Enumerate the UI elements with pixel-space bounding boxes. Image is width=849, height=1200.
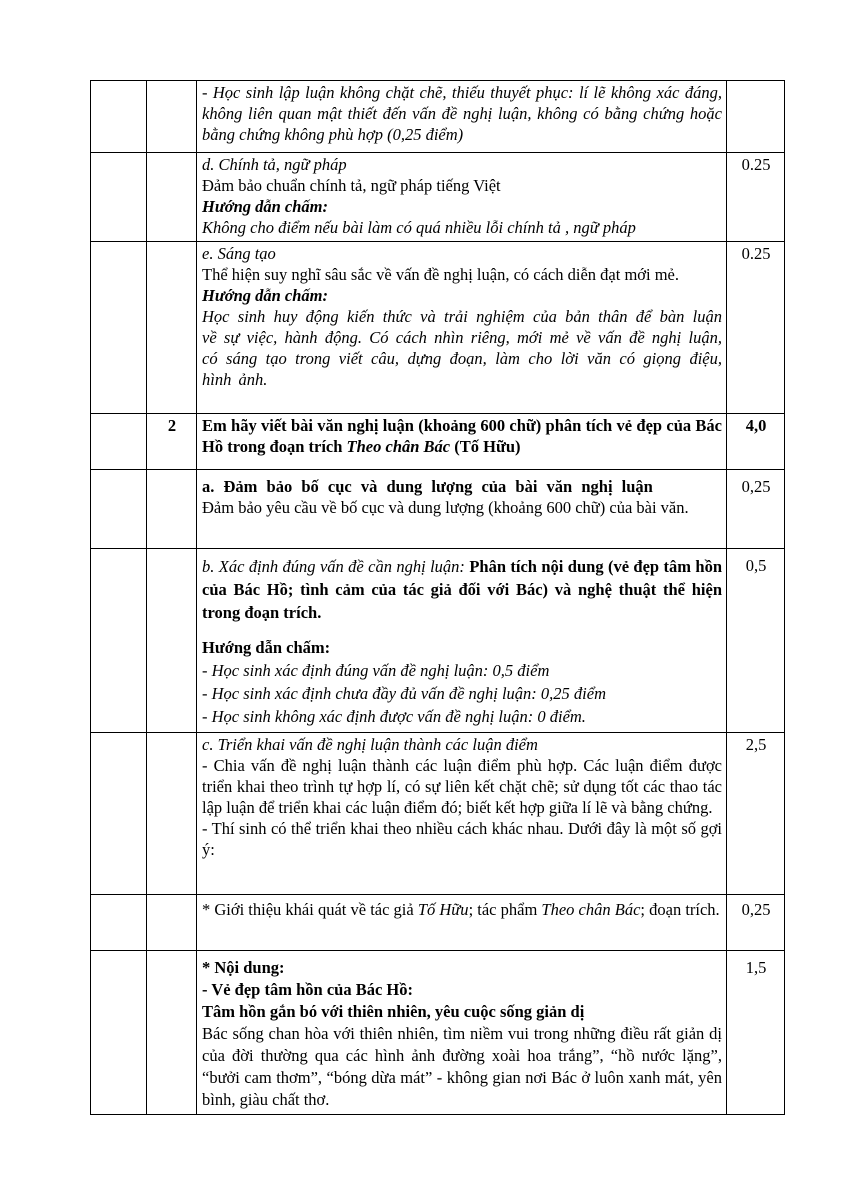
guide-line: - Học sinh xác định chưa đầy đủ vấn đề nghị luận: 0,25 điểm xyxy=(202,684,607,703)
section-cell xyxy=(91,81,147,153)
score-cell xyxy=(727,470,785,549)
guide-line: - Học sinh xác định đúng vấn đề nghị luận: 0,5 điểm xyxy=(202,661,550,680)
section-heading: - Vẻ đẹp tâm hồn của Bác Hồ: xyxy=(202,980,413,999)
criterion-cell xyxy=(197,242,727,414)
criterion-cell xyxy=(197,895,727,951)
question-number-cell xyxy=(147,153,197,242)
question-number-cell xyxy=(147,733,197,895)
guide-text: Học sinh huy động kiến thức và trải nghiệm của bản thân để bàn luận về sự việc, hành động. Có cách nhìn riêng, mới mẻ về vấn đề nghị luận, có sáng tạo trong viết câu, dựng đoạn, làm cho lời văn có giọng điệu, hình ảnh. xyxy=(202,307,722,389)
score-cell xyxy=(727,153,785,242)
score-value: 0,25 xyxy=(741,477,771,496)
criterion-cell xyxy=(197,549,727,733)
score-cell xyxy=(727,951,785,1115)
table-row xyxy=(91,153,785,242)
criterion-text: Đảm bảo yêu cầu về bố cục và dung lượng (khoảng 600 chữ) của bài văn. xyxy=(202,498,689,517)
criterion-text: Đảm bảo chuẩn chính tả, ngữ pháp tiếng Việt xyxy=(202,176,501,195)
score-cell xyxy=(727,81,785,153)
table-row xyxy=(91,951,785,1115)
score-value: 0,25 xyxy=(741,900,771,919)
criterion-focus: Phân tích nội dung (vẻ đẹp tâm hồn của Bác Hồ; tình cảm của tác giả đối với Bác) và nghệ thuật thể hiện trong đoạn trích. xyxy=(202,557,722,622)
section-cell xyxy=(91,951,147,1115)
work-title: Theo chân Bác xyxy=(541,900,641,919)
author-name: Tố Hữu xyxy=(417,900,469,919)
question-number-cell xyxy=(147,414,197,470)
question-number-cell xyxy=(147,895,197,951)
section-cell xyxy=(91,242,147,414)
score-cell xyxy=(727,895,785,951)
score-cell xyxy=(727,242,785,414)
table-row xyxy=(91,81,785,153)
score-value: 2,5 xyxy=(745,735,767,754)
question-prompt-end: (Tố Hữu) xyxy=(450,437,521,456)
intro-text: ; tác phẩm xyxy=(468,900,542,919)
section-cell xyxy=(91,895,147,951)
criterion-heading: c. Triển khai vấn đề nghị luận thành các luận điểm xyxy=(202,735,538,754)
score-value: 4,0 xyxy=(745,416,767,435)
criterion-cell xyxy=(197,951,727,1115)
score-value: 1,5 xyxy=(745,958,767,977)
criterion-text: - Học sinh lập luận không chặt chẽ, thiếu thuyết phục: lí lẽ không xác đáng, không liên quan mật thiết đến vấn đề nghị luận, không có bằng chứng hoặc bằng chứng không phù hợp (0,25 điểm) xyxy=(202,83,722,144)
guide-line: - Học sinh không xác định được vấn đề nghị luận: 0 điểm. xyxy=(202,707,586,726)
question-number-cell xyxy=(147,242,197,414)
criterion-cell xyxy=(197,153,727,242)
grading-rubric-table xyxy=(90,80,785,1115)
section-cell xyxy=(91,733,147,895)
intro-text: ; đoạn trích. xyxy=(640,900,720,919)
question-number: 2 xyxy=(167,416,177,435)
score-value: 0,5 xyxy=(745,556,767,575)
section-heading: * Nội dung: xyxy=(202,958,285,977)
criterion-text: Bác sống chan hòa với thiên nhiên, tìm niềm vui trong những điều rất giản dị của đời thường qua các hình ảnh đường xoài hoa trắng”, “hồ nước lặng”, “bưởi cam thơm”, “bóng dừa mát” - không gian nơi Bác ở luôn xanh mát, yên bình, giàu chất thơ. xyxy=(202,1024,722,1109)
table-row xyxy=(91,414,785,470)
criterion-heading: e. Sáng tạo xyxy=(202,244,276,263)
criterion-text: - Chia vấn đề nghị luận thành các luận điểm phù hợp. Các luận điểm được triển khai theo trình tự hợp lí, có sự liên kết chặt chẽ; sử dụng tốt các thao tác lập luận để triển khai các luận điểm đó; biết kết hợp giữa lí lẽ và bằng chứng. xyxy=(202,756,722,817)
score-value: 0.25 xyxy=(741,155,771,174)
question-prompt: Em hãy viết bài văn nghị luận (khoảng 600 chữ) phân tích vẻ đẹp của Bác Hồ trong đoạn trích xyxy=(202,416,722,456)
section-cell xyxy=(91,549,147,733)
criterion-heading: d. Chính tả, ngữ pháp xyxy=(202,155,347,174)
question-number-cell xyxy=(147,81,197,153)
question-number-cell xyxy=(147,470,197,549)
question-number-cell xyxy=(147,951,197,1115)
guide-label: Hướng dẫn chấm: xyxy=(202,638,331,657)
criterion-cell xyxy=(197,81,727,153)
section-cell xyxy=(91,414,147,470)
table-row xyxy=(91,470,785,549)
guide-label: Hướng dẫn chấm: xyxy=(202,286,329,305)
criterion-heading: b. Xác định đúng vấn đề cần nghị luận: xyxy=(202,557,470,576)
table-row xyxy=(91,895,785,951)
score-cell xyxy=(727,549,785,733)
criterion-heading: a. Đảm bảo bố cục và dung lượng của bài văn nghị luận xyxy=(202,477,653,496)
section-cell xyxy=(91,153,147,242)
criterion-cell xyxy=(197,733,727,895)
score-value: 0.25 xyxy=(741,244,771,263)
work-title: Theo chân Bác xyxy=(346,437,451,456)
question-number-cell xyxy=(147,549,197,733)
section-heading: Tâm hồn gắn bó với thiên nhiên, yêu cuộc sống giản dị xyxy=(202,1002,585,1021)
table-row xyxy=(91,242,785,414)
criterion-cell xyxy=(197,414,727,470)
guide-label: Hướng dẫn chấm: xyxy=(202,197,329,216)
section-cell xyxy=(91,470,147,549)
criterion-text: Thể hiện suy nghĩ sâu sắc về vấn đề nghị luận, có cách diễn đạt mới mẻ. xyxy=(202,265,680,284)
score-cell xyxy=(727,733,785,895)
table-row xyxy=(91,549,785,733)
criterion-cell xyxy=(197,470,727,549)
intro-text: * Giới thiệu khái quát về tác giả xyxy=(202,900,418,919)
criterion-text: - Thí sinh có thể triển khai theo nhiều cách khác nhau. Dưới đây là một số gợi ý: xyxy=(202,819,722,859)
score-cell xyxy=(727,414,785,470)
table-row xyxy=(91,733,785,895)
guide-text: Không cho điểm nếu bài làm có quá nhiều lỗi chính tả , ngữ pháp xyxy=(202,218,636,237)
